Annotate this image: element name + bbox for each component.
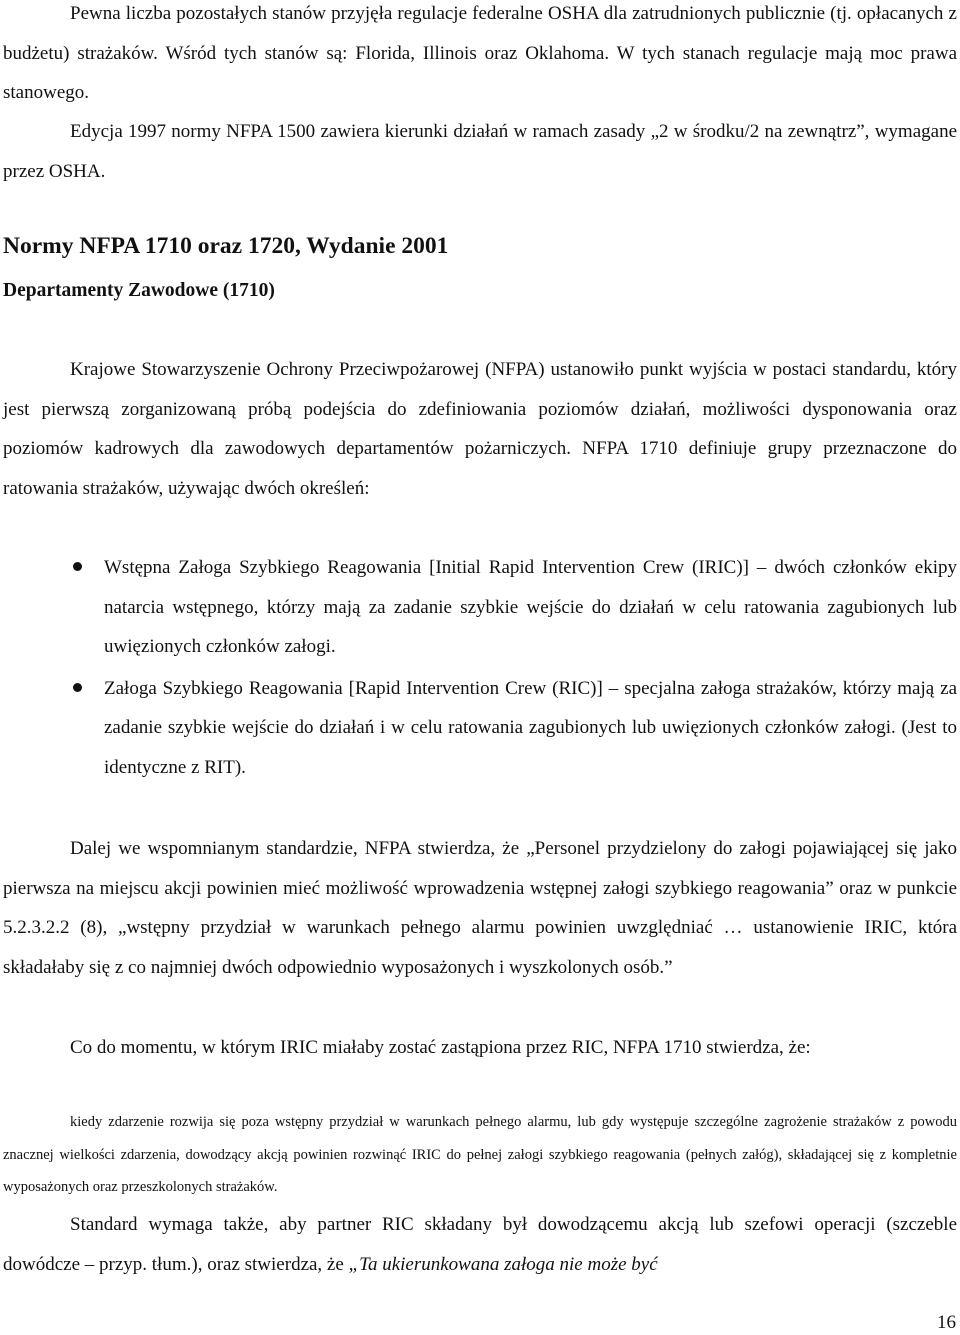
section-heading: Normy NFPA 1710 oraz 1720, Wydanie 2001 bbox=[3, 233, 449, 259]
subsection-heading: Departamenty Zawodowe (1710) bbox=[3, 280, 275, 301]
paragraph-standard-requirement bbox=[3, 1205, 957, 1284]
quoted-standard-text: kiedy zdarzenie rozwija się poza wstępny przydział w warunkach pełnego alarmu, lub gdy występuje szczególne zagrożenie strażaków z powodu znacznej wielkości zdarzenia, dowodzący akcją powinien rozwinąć IRIC do pełnej załogi szybkiego reagowania (pełnych załóg), składającej się z kompletnie wyposażonych oraz przeszkolonych strażaków. bbox=[3, 1114, 957, 1195]
paragraph-iric-replacement: Co do momentu, w którym IRIC miałaby zostać zastąpiona przez RIC, NFPA 1710 stwierdza, że: bbox=[70, 1037, 811, 1058]
paragraph-further-standard: Dalej we wspomnianym standardzie, NFPA stwierdza, że „Personel przydzielony do załogi pojawiającej się jako pierwsza na miejscu akcji powinien mieć możliwość wprowadzenia wstępnej załogi szybkiego reagowania” oraz w punkcie 5.2.3.2.2 (8), „wstępny przydział w warunkach pełnego alarmu powinien uwzględniać … ustanowienie IRIC, która składałaby się z co najmniej dwóch odpowiednio wyposażonych i wyszkolonych osób.” bbox=[3, 838, 957, 978]
list-item bbox=[0, 548, 960, 667]
paragraph-standard-italic: „Ta ukierunkowana załoga nie może być bbox=[348, 1253, 658, 1275]
list-item bbox=[0, 669, 960, 788]
list-item-text: Wstępna Załoga Szybkiego Reagowania [Initial Rapid Intervention Crew (IRIC)] – dwóch członków ekipy natarcia wstępnego, którzy mają za zadanie szybkie wejście do działań w celu ratowania zagubionych lub uwięzionych członków załogi. bbox=[104, 557, 957, 657]
page-number: 16 bbox=[937, 1312, 956, 1333]
crew-definitions-list bbox=[0, 548, 960, 787]
paragraph-nfpa-definition: Krajowe Stowarzyszenie Ochrony Przeciwpożarowej (NFPA) ustanowiło punkt wyjścia w postaci standardu, który jest pierwszą zorganizowaną próbą podejścia do zdefiniowania poziomów działań, możliwości dysponowania oraz poziomów kadrowych dla zawodowych departamentów pożarniczych. NFPA 1710 definiuje grupy przeznaczone do ratowania strażaków, używając dwóch określeń: bbox=[3, 359, 957, 499]
list-item-text: Załoga Szybkiego Reagowania [Rapid Intervention Crew (RIC)] – specjalna załoga strażaków, którzy mają za zadanie szybkie wejście do działań i w celu ratowania zagubionych lub uwięzionych członków załogi. (Jest to identyczne z RIT). bbox=[104, 677, 957, 778]
paragraph-intro: Pewna liczba pozostałych stanów przyjęła regulacje federalne OSHA dla zatrudnionych publicznie (tj. opłacanych z budżetu) strażaków. Wśród tych stanów są: Florida, Illinois oraz Oklahoma. W tych stanach regulacje mają moc prawa stanowego. bbox=[3, 3, 957, 103]
bullet-icon bbox=[73, 562, 82, 571]
bullet-icon bbox=[73, 683, 82, 692]
paragraph-standard-text: Standard wymaga także, aby partner RIC składany był dowodzącemu akcją lub szefowi operacji (szczeble dowódcze – przyp. tłum.), oraz stwierdza, że bbox=[3, 1214, 957, 1275]
paragraph-1997-edition: Edycja 1997 normy NFPA 1500 zawiera kierunki działań w ramach zasady „2 w środku/2 na zewnątrz”, wymagane przez OSHA. bbox=[3, 121, 957, 182]
